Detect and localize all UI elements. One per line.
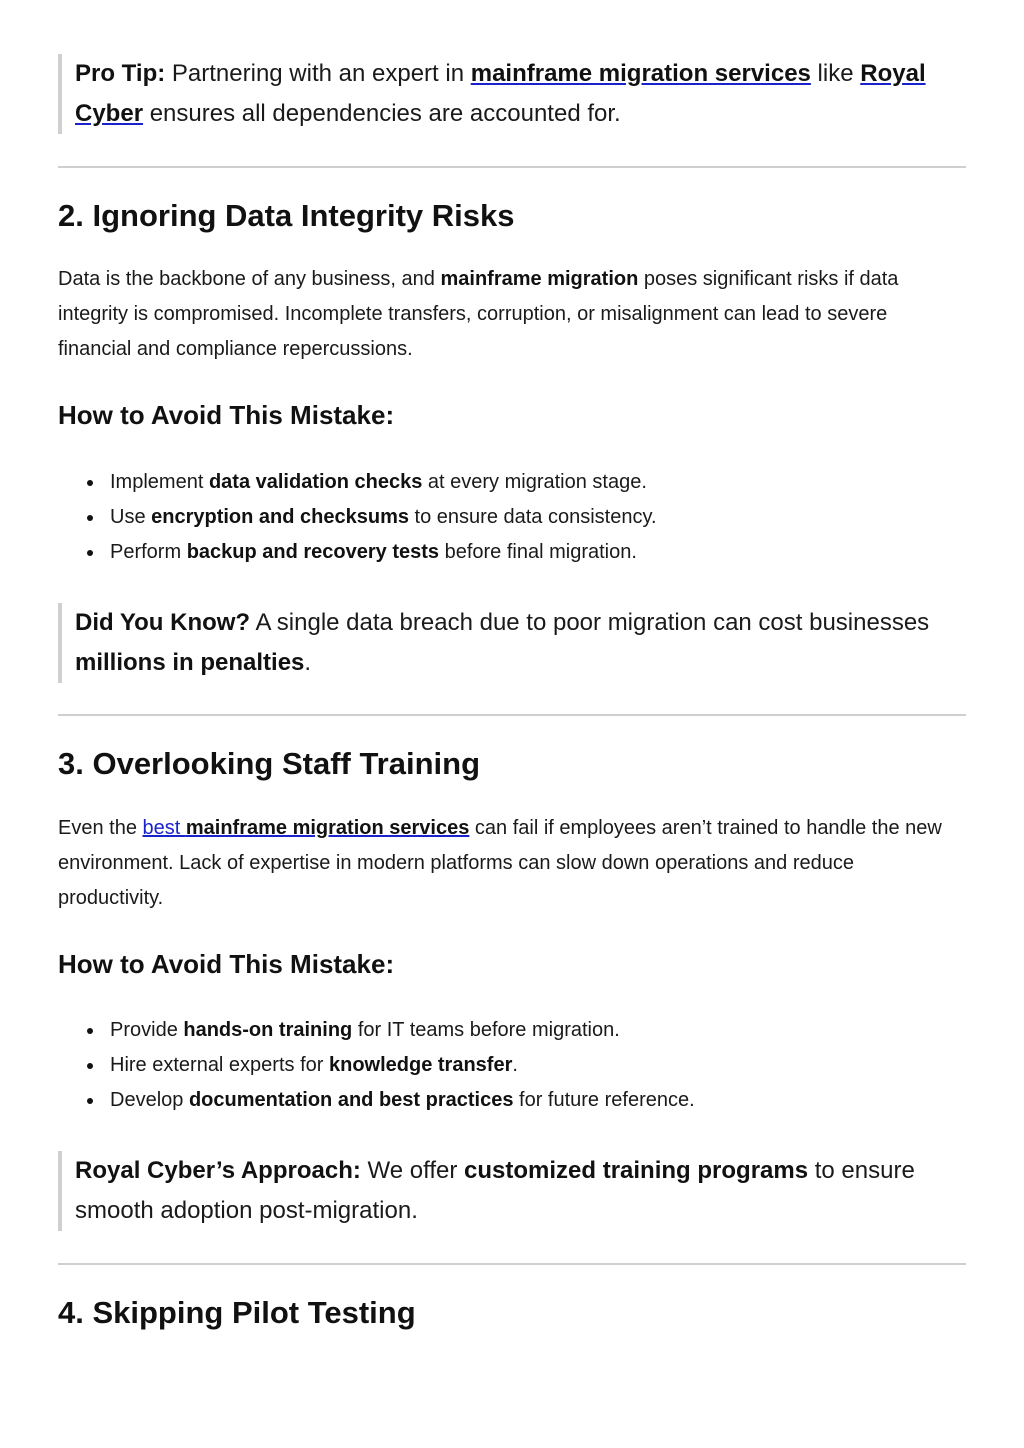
divider	[58, 714, 966, 716]
section-2-paragraph	[58, 262, 958, 367]
callout-text: We offer	[360, 1157, 465, 1184]
section-2-list	[58, 465, 657, 570]
list-item	[58, 1048, 695, 1083]
list-item	[58, 500, 657, 535]
list-item-text: Perform	[110, 541, 187, 563]
divider	[58, 1263, 966, 1265]
list-item-text: to ensure data consistency.	[409, 506, 657, 528]
list-item-text: for IT teams before migration.	[352, 1019, 620, 1041]
paragraph-text: Even the	[58, 817, 143, 839]
paragraph-text: can fail if employees aren’t trained to handle the new environment. Lack of expertise in modern platforms can slow down operations and reduce productivity.	[58, 817, 942, 909]
callout-text: .	[304, 649, 312, 676]
list-item-bold: knowledge transfer	[328, 1054, 513, 1076]
list-item-bold: hands-on training	[183, 1019, 353, 1041]
best-mainframe-migration-services-link[interactable]	[143, 817, 470, 839]
section-3-heading: 3. Overlooking Staff Training	[58, 746, 481, 781]
list-item-text: before final migration.	[439, 541, 637, 563]
list-item	[58, 465, 657, 500]
list-item-text: at every migration stage.	[422, 471, 647, 493]
mainframe-migration-services-link[interactable]	[471, 60, 811, 87]
list-item-text: Use	[110, 506, 152, 528]
list-item	[58, 535, 657, 570]
section-2-subheading: How to Avoid This Mistake:	[58, 400, 395, 430]
callout-bold: millions in penalties	[75, 649, 305, 676]
list-item-text: Develop	[110, 1089, 189, 1111]
list-item-text: Implement	[110, 471, 209, 493]
did-you-know-callout	[58, 603, 967, 683]
paragraph-bold: mainframe migration	[440, 268, 639, 290]
divider	[58, 166, 966, 168]
mainframe-migration-services-link-text[interactable]: mainframe migration services	[470, 60, 811, 87]
pro-tip-text: Partnering with an expert in	[165, 60, 471, 87]
link-text[interactable]: best	[142, 817, 186, 839]
list-item-text: for future reference.	[513, 1089, 695, 1111]
section-2-heading: 2. Ignoring Data Integrity Risks	[58, 198, 515, 233]
paragraph-text: Data is the backbone of any business, and	[58, 268, 441, 290]
list-item-bold: backup and recovery tests	[186, 541, 440, 563]
section-3-subheading: How to Avoid This Mistake:	[58, 949, 395, 979]
list-item	[58, 1013, 695, 1048]
pro-tip-text: like	[810, 60, 861, 87]
royal-cyber-approach-label: Royal Cyber’s Approach:	[75, 1157, 361, 1184]
list-item-bold: encryption and checksums	[151, 506, 409, 528]
pro-tip-text: ensures all dependencies are accounted for.	[143, 100, 621, 127]
list-item-bold: data validation checks	[208, 471, 423, 493]
royal-cyber-approach-callout	[58, 1151, 967, 1231]
link-bold-text[interactable]: mainframe migration services	[185, 817, 470, 839]
callout-text: A single data breach due to poor migration can cost businesses	[250, 609, 930, 636]
list-item-text: Provide	[110, 1019, 184, 1041]
pro-tip-callout	[58, 54, 967, 134]
section-3-paragraph	[58, 811, 958, 916]
section-3-list	[58, 1013, 695, 1118]
list-item-text: .	[512, 1054, 518, 1076]
list-item-bold: documentation and best practices	[188, 1089, 514, 1111]
pro-tip-label: Pro Tip:	[75, 60, 166, 87]
did-you-know-label: Did You Know?	[75, 609, 251, 636]
callout-text: to ensure smooth adoption post-migration.	[75, 1157, 915, 1224]
royal-cyber-link-text[interactable]: Royal Cyber	[75, 60, 926, 127]
callout-bold: customized training programs	[464, 1157, 809, 1184]
list-item	[58, 1083, 695, 1118]
list-item-text: Hire external experts for	[110, 1054, 329, 1076]
section-4-heading: 4. Skipping Pilot Testing	[58, 1295, 416, 1330]
paragraph-text: poses significant risks if data integrity is compromised. Incomplete transfers, corruption, or misalignment can lead to severe financial and compliance repercussions.	[58, 268, 899, 360]
